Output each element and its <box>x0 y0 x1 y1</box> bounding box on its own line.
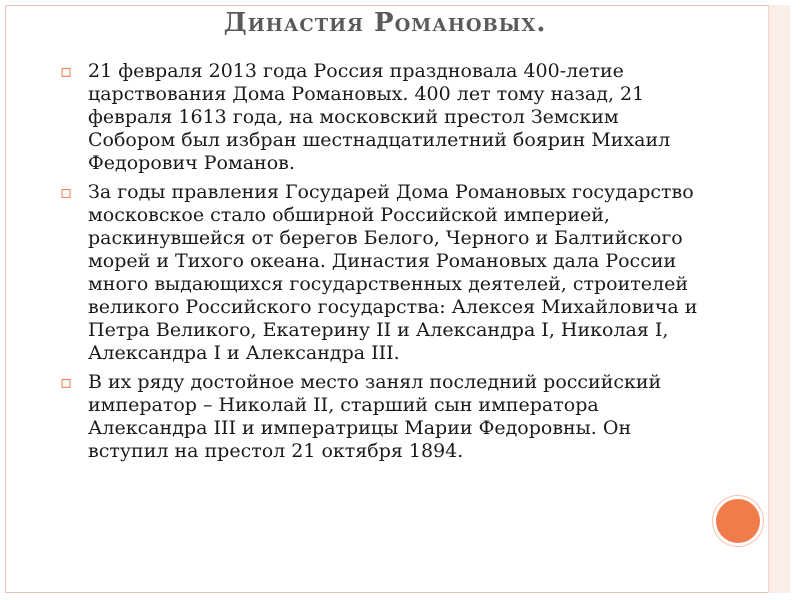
bullet-text: За годы правления Государей Дома Романовых государство московское стало обширной Российской империей, раскинувшейся от берегов Белого, Черного и Балтийского морей и Тихого океана. Династия Романовых дала России много выдающихся государственных деятелей, строителей великого Российского государства: Алексея Михайловича и Петра Великого, Екатерину II и Александра I, Николая I, Александра I и Александра III. <box>88 181 698 364</box>
bullet-square-icon: ▫ <box>60 182 73 203</box>
bullet-text: 21 февраля 2013 года Россия праздновала 400-летие царствования Дома Романовых. 400 лет тому назад, 21 февраля 1613 года, на московский престол Земским Собором был избран шестнадцатилетний боярин Михаил Федорович Романов. <box>88 60 671 174</box>
bullet-text: В их ряду достойное место занял последний российский император – Николай II, старший сын императора Александра III и императрицы Марии Федоровны. Он вступил на престол 21 октября 1894. <box>88 371 662 462</box>
bullet-square-icon: ▫ <box>60 372 73 393</box>
bullet-item <box>60 371 710 463</box>
bullet-item <box>60 181 710 365</box>
bullet-list <box>60 60 710 469</box>
decorative-circle-icon <box>716 499 760 543</box>
slide-title: Династия Романовых. <box>223 8 547 38</box>
bullet-square-icon: ▫ <box>60 61 73 82</box>
bullet-item <box>60 60 710 175</box>
slide-side-band <box>768 5 790 593</box>
